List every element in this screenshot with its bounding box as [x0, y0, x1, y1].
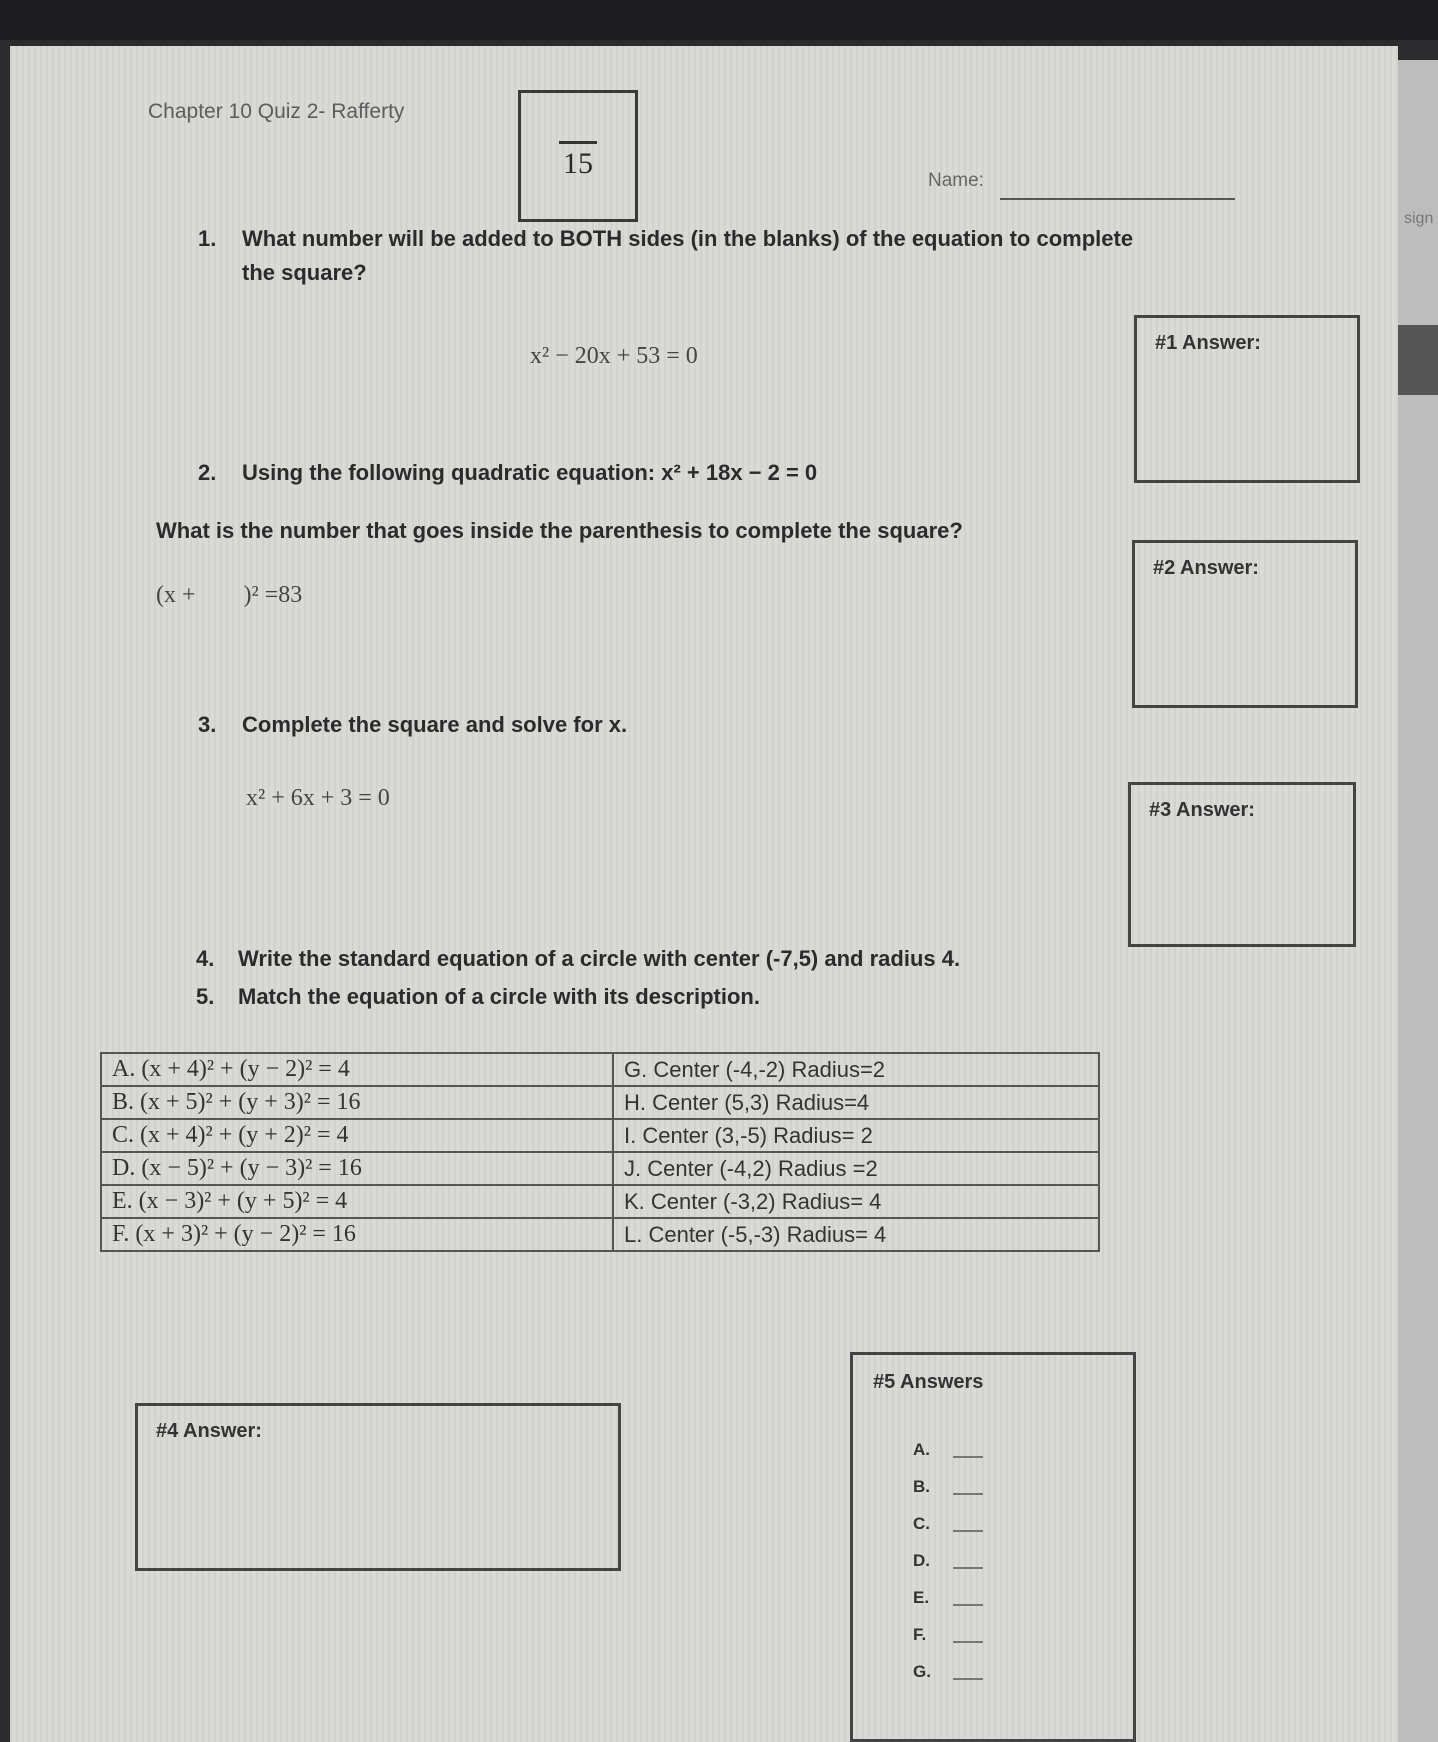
table-cell-description: G. Center (-4,-2) Radius=2: [613, 1053, 1099, 1086]
table-cell-description: L. Center (-5,-3) Radius= 4: [613, 1218, 1099, 1251]
q2-number: 2.: [198, 460, 217, 485]
table-cell-description: I. Center (3,-5) Radius= 2: [613, 1119, 1099, 1152]
table-row: [101, 1152, 1099, 1185]
table-row: [101, 1185, 1099, 1218]
table-cell-equation: A. (x + 4)² + (y − 2)² = 4: [101, 1053, 613, 1086]
score-box: [518, 90, 638, 222]
list-item[interactable]: [913, 1653, 983, 1690]
answer-letter: D.: [913, 1550, 930, 1570]
q3-number: 3.: [198, 712, 217, 737]
answer-letter: G.: [913, 1661, 931, 1681]
table-row: [101, 1086, 1099, 1119]
q2-template: (x + )² =83: [156, 582, 303, 608]
quiz-title: Chapter 10 Quiz 2- Rafferty: [148, 100, 405, 123]
table-cell-description: K. Center (-3,2) Radius= 4: [613, 1185, 1099, 1218]
list-item[interactable]: [913, 1431, 983, 1468]
list-item[interactable]: [913, 1468, 983, 1505]
table-row: [101, 1119, 1099, 1152]
list-item[interactable]: [913, 1579, 983, 1616]
q4-text: Write the standard equation of a circle with center (-7,5) and radius 4.: [238, 946, 961, 971]
q2-answer-label: #2 Answer:: [1153, 557, 1259, 579]
table-cell-equation: F. (x + 3)² + (y − 2)² = 16: [101, 1218, 613, 1251]
q4-answer-box[interactable]: [135, 1403, 621, 1571]
answer-letter: B.: [913, 1476, 930, 1496]
q3-text: Complete the square and solve for x.: [242, 712, 628, 737]
q1-text-line1: What number will be added to BOTH sides (in the blanks) of the equation to complete: [242, 226, 1134, 251]
q5-answer-list: [913, 1431, 983, 1690]
table-row: [101, 1218, 1099, 1251]
score-total: 15: [563, 147, 593, 180]
q2-text: Using the following quadratic equation: x² + 18x − 2 = 0: [242, 460, 818, 485]
answer-blank[interactable]: [953, 1678, 983, 1680]
screen-bezel: [0, 0, 1438, 40]
score-fraction-bar: [559, 141, 597, 144]
table-cell-equation: E. (x − 3)² + (y + 5)² = 4: [101, 1185, 613, 1218]
sidebar-band: [1398, 325, 1438, 395]
q5-answer-box: [850, 1352, 1136, 1742]
q2-answer-box[interactable]: [1132, 540, 1358, 708]
table-row: [101, 1053, 1099, 1086]
q5-number: 5.: [196, 984, 215, 1009]
answer-letter: A.: [913, 1439, 930, 1459]
list-item[interactable]: [913, 1616, 983, 1653]
q1-number: 1.: [198, 226, 217, 251]
q3-equation: x² + 6x + 3 = 0: [246, 785, 390, 811]
list-item[interactable]: [913, 1505, 983, 1542]
answer-blank[interactable]: [953, 1604, 983, 1606]
q1-text-line2: the square?: [242, 260, 367, 285]
q2-sub-question: What is the number that goes inside the parenthesis to complete the square?: [156, 518, 963, 543]
sidebar-hint: sign: [1404, 210, 1434, 227]
q1-equation: x² − 20x + 53 = 0: [530, 343, 698, 369]
answer-letter: F.: [913, 1624, 927, 1644]
table-cell-equation: B. (x + 5)² + (y + 3)² = 16: [101, 1086, 613, 1119]
name-label: Name:: [928, 170, 984, 191]
answer-letter: E.: [913, 1587, 930, 1607]
right-side-panel: [1398, 60, 1438, 1742]
q4-number: 4.: [196, 946, 215, 971]
q5-text: Match the equation of a circle with its description.: [238, 984, 760, 1009]
q3-answer-label: #3 Answer:: [1149, 799, 1255, 821]
table-cell-description: J. Center (-4,2) Radius =2: [613, 1152, 1099, 1185]
answer-blank[interactable]: [953, 1567, 983, 1569]
answer-letter: C.: [913, 1513, 930, 1533]
matching-table: [100, 1052, 1100, 1252]
q5-answer-label: #5 Answers: [873, 1371, 984, 1393]
list-item[interactable]: [913, 1542, 983, 1579]
q4-answer-label: #4 Answer:: [156, 1420, 262, 1442]
q1-answer-box[interactable]: [1134, 315, 1360, 483]
table-cell-description: H. Center (5,3) Radius=4: [613, 1086, 1099, 1119]
answer-blank[interactable]: [953, 1456, 983, 1458]
table-cell-equation: C. (x + 4)² + (y + 2)² = 4: [101, 1119, 613, 1152]
name-field[interactable]: [1000, 198, 1235, 200]
table-cell-equation: D. (x − 5)² + (y − 3)² = 16: [101, 1152, 613, 1185]
answer-blank[interactable]: [953, 1493, 983, 1495]
answer-blank[interactable]: [953, 1641, 983, 1643]
answer-blank[interactable]: [953, 1530, 983, 1532]
q1-answer-label: #1 Answer:: [1155, 332, 1261, 354]
q3-answer-box[interactable]: [1128, 782, 1356, 947]
